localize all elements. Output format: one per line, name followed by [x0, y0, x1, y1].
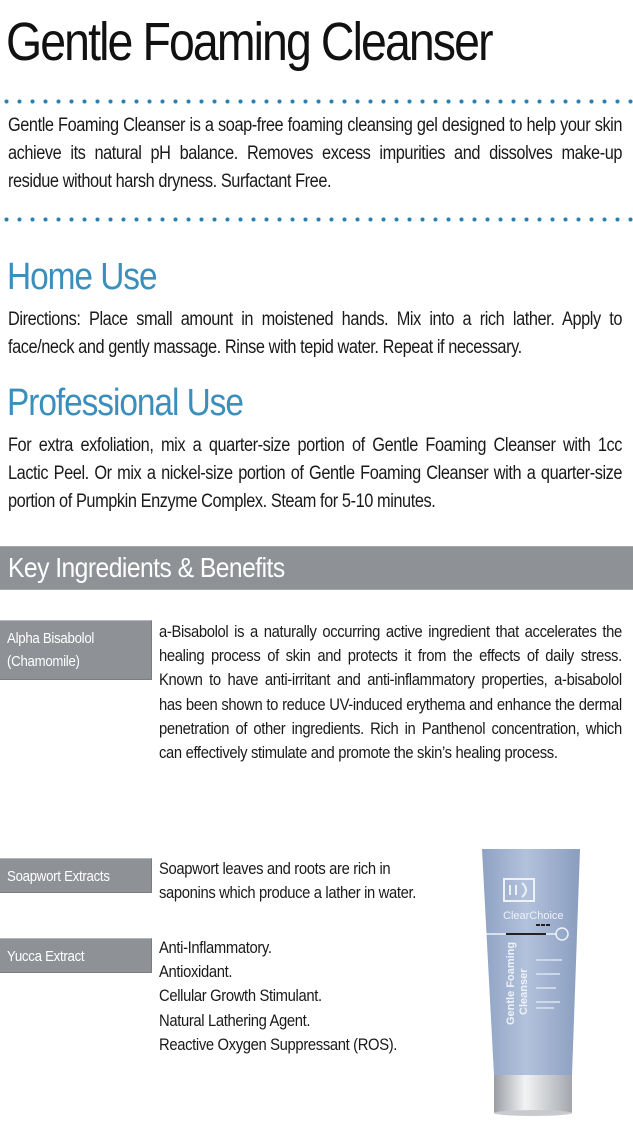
description-line: Anti-Inflammatory. — [159, 938, 272, 957]
tube-product-name-line2: Cleanser — [518, 968, 530, 1015]
ingredient-label-alpha-bisabolol — [0, 620, 152, 680]
ingredient-description-soapwort — [159, 857, 416, 905]
ingredients-heading: Key Ingredients & Benefits — [8, 552, 285, 583]
tube-product-name-line1: Gentle Foaming — [505, 941, 517, 1025]
ingredient-description-alpha-bisabolol: a-Bisabolol is a naturally occurring active ingredient that accelerates the healing process of skin and protects it from the effects of daily stress. Known to have anti-irritant and anti-inflammatory properties, a-bisabolol has been shown to reduce UV-induced erythema and enhance the dermal penetration of other ingredients. Rich in Panthenol concentration, which can effectively stimulate and promote the skin’s healing process. — [159, 622, 622, 763]
tube-brand-text: ClearChoice — [503, 910, 564, 922]
home-use-heading: Home Use — [7, 256, 157, 298]
page-title: Gentle Foaming Cleanser — [6, 12, 492, 72]
description-line: Cellular Growth Stimulant. — [159, 986, 322, 1006]
home-use-text: Directions: Place small amount in moistened hands. Mix into a rich lather. Apply to face/neck and gently massage. Rinse with tepid water. Repeat if necessary. — [8, 309, 623, 358]
dotted-divider-bottom — [0, 217, 633, 222]
ingredient-name: Soapwort Extracts — [7, 868, 110, 885]
intro-paragraph: Gentle Foaming Cleanser is a soap-free foaming cleansing gel designed to help your skin achieve its natural pH balance. Removes excess impurities and dissolves make-up residue without harsh dryness. Surfactant Free. — [8, 115, 623, 192]
ingredient-name: Yucca Extract — [7, 948, 85, 965]
dotted-divider-top — [0, 99, 633, 104]
ingredient-description-yucca — [159, 936, 397, 1057]
description-line: Soapwort leaves and roots are rich in — [159, 859, 391, 878]
description-line: saponins which produce a lather in water. — [159, 883, 417, 903]
ingredient-name-line2: (Chamomile) — [7, 653, 80, 670]
product-tube-svg — [470, 845, 590, 1140]
description-line: Natural Lathering Agent. — [159, 1010, 311, 1030]
product-tube-image — [470, 845, 590, 1140]
tube-cap — [494, 1075, 572, 1113]
tube-body — [482, 849, 580, 1075]
ingredient-label-soapwort — [0, 858, 152, 893]
description-line: Reactive Oxygen Suppressant (ROS). — [159, 1034, 398, 1054]
professional-use-heading: Professional Use — [7, 382, 243, 424]
ingredient-label-yucca — [0, 938, 152, 973]
ingredient-name-line1: Alpha Bisabolol — [7, 630, 95, 647]
description-line: Antioxidant. — [159, 962, 233, 982]
professional-use-text: For extra exfoliation, mix a quarter-size portion of Gentle Foaming Cleanser with 1cc Lactic Peel. Or mix a nickel-size portion of Gentle Foaming Cleanser with a quarter-size portion of Pumpkin Enzyme Complex. Steam for 5-10 minutes. — [8, 435, 623, 512]
